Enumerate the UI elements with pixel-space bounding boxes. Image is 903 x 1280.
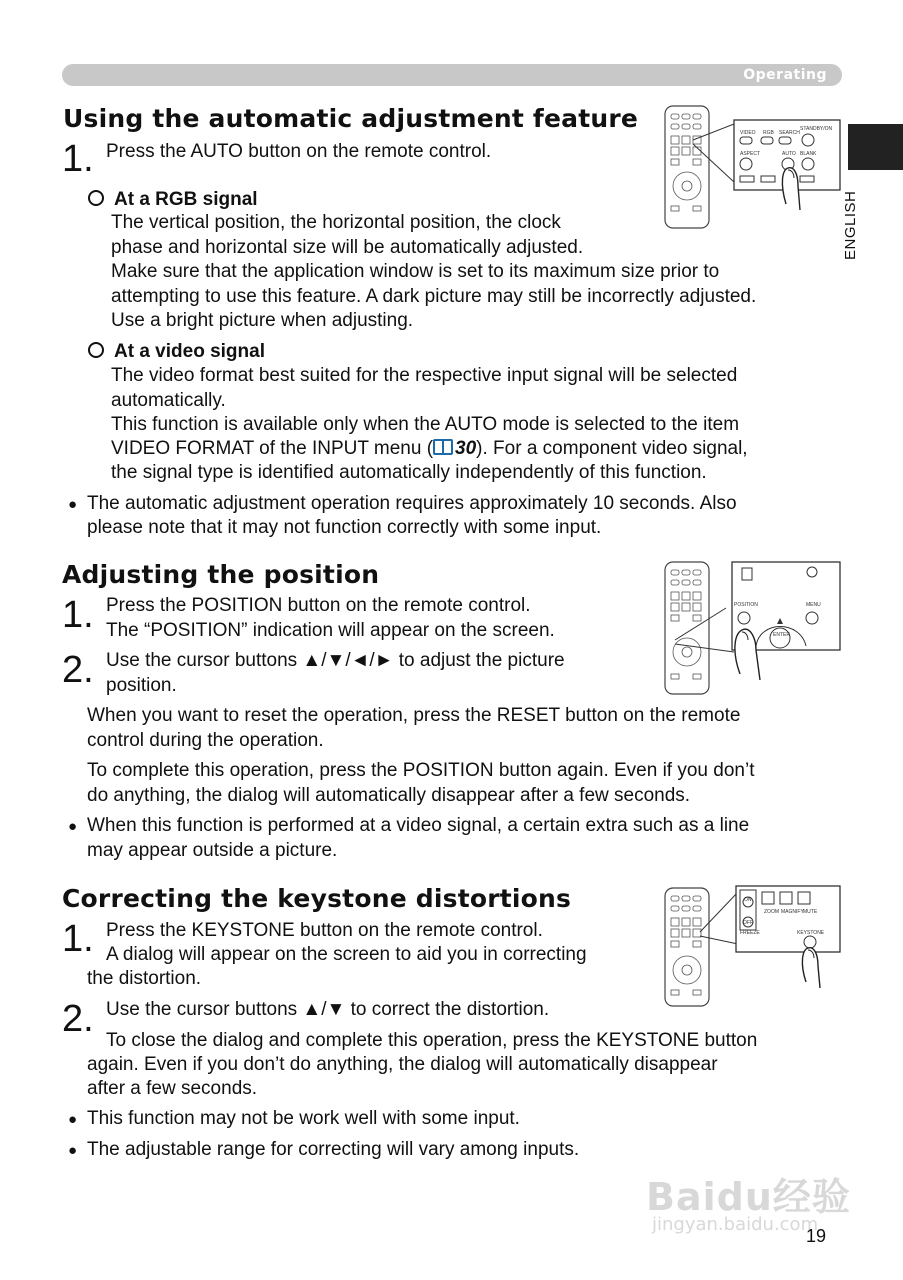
remote-label: AUTO — [782, 151, 796, 157]
step-text: Use the cursor buttons ▲/▼ to correct the distortion. — [106, 999, 550, 1020]
step-text: position. — [106, 675, 177, 696]
para-line: again. Even if you don’t do anything, the dialog will automatically disappear — [87, 1054, 718, 1075]
remote-label: MUTE — [803, 909, 818, 915]
step-number: 1. — [62, 594, 94, 636]
remote-label: ASPECT — [740, 151, 761, 157]
para-line: To close the dialog and complete this operation, press the KEYSTONE button — [106, 1030, 758, 1051]
step-number: 1. — [62, 918, 94, 960]
step-text: Press the AUTO button on the remote control. — [106, 141, 492, 162]
watermark-logo: Baidu经验 — [646, 1175, 851, 1219]
rgb-line: Use a bright picture when adjusting. — [111, 310, 414, 331]
remote-auto-illustration — [660, 104, 846, 230]
rgb-line: phase and horizontal size will be automatically adjusted. — [111, 237, 584, 258]
note-line: When this function is performed at a video signal, a certain extra such as a line — [87, 815, 750, 836]
bullet-icon: ● — [68, 818, 78, 835]
remote-keystone-illustration — [660, 884, 846, 1010]
note-line: The automatic adjustment operation requires approximately 10 seconds. Also — [87, 493, 737, 514]
remote-label: MENU — [806, 602, 821, 608]
remote-label: POSITION — [734, 602, 758, 608]
section-header-label: Operating — [743, 67, 827, 83]
remote-label: ON — [744, 897, 752, 903]
section-title-position: Adjusting the position — [62, 560, 380, 589]
step-number: 2. — [62, 998, 94, 1040]
section-title-keystone: Correcting the keystone distortions — [62, 884, 572, 913]
video-line: VIDEO FORMAT of the INPUT menu ( 30). For a component video signal, — [111, 437, 748, 462]
remote-label: ZOOM — [764, 909, 779, 915]
note-line: This function may not be work well with some input. — [87, 1108, 520, 1129]
subheading-rgb: At a RGB signal — [88, 189, 258, 211]
para-line: control during the operation. — [87, 730, 324, 751]
video-line: The video format best suited for the respective input signal will be selected — [111, 365, 738, 386]
step-text: The “POSITION” indication will appear on the screen. — [106, 620, 555, 641]
rgb-line: Make sure that the application window is set to its maximum size prior to — [111, 261, 720, 282]
page-number: 19 — [806, 1226, 827, 1246]
book-icon — [433, 439, 453, 455]
circle-bullet-icon — [88, 342, 104, 358]
watermark-url: jingyan.baidu.com — [652, 1214, 819, 1235]
rgb-line: The vertical position, the horizontal position, the clock — [111, 212, 561, 233]
step-text: the distortion. — [87, 968, 202, 989]
section-header-bar — [62, 64, 842, 86]
bullet-icon: ● — [68, 496, 78, 513]
note-line: may appear outside a picture. — [87, 840, 338, 861]
para-line: To complete this operation, press the POSITION button again. Even if you don’t — [87, 760, 755, 781]
step-number: 2. — [62, 649, 94, 691]
para-line: When you want to reset the operation, press the RESET button on the remote — [87, 705, 741, 726]
bullet-icon: ● — [68, 1142, 78, 1159]
page-ref[interactable]: 30 — [433, 437, 476, 462]
video-line: the signal type is identified automatically independently of this function. — [111, 462, 707, 483]
remote-label: KEYSTONE — [797, 930, 825, 936]
remote-label: ENTER — [773, 632, 790, 638]
video-line: automatically. — [111, 390, 226, 411]
rgb-line: attempting to use this feature. A dark picture may still be incorrectly adjusted. — [111, 286, 757, 307]
remote-label: MAGNIFY — [781, 909, 804, 915]
bullet-icon: ● — [68, 1111, 78, 1128]
video-line: This function is available only when the AUTO mode is selected to the item — [111, 414, 740, 435]
step-text: Press the POSITION button on the remote control. — [106, 595, 531, 616]
remote-label: FREEZE — [740, 930, 760, 936]
para-line: after a few seconds. — [87, 1078, 258, 1099]
step-text: Press the KEYSTONE button on the remote control. — [106, 920, 543, 941]
para-line: do anything, the dialog will automatically disappear after a few seconds. — [87, 785, 691, 806]
step-text: A dialog will appear on the screen to aid you in correcting — [106, 944, 587, 965]
subheading-video: At a video signal — [88, 341, 265, 363]
step-text: Use the cursor buttons ▲/▼/◄/► to adjust the picture — [106, 650, 565, 671]
language-label: ENGLISH — [842, 190, 859, 260]
circle-bullet-icon — [88, 190, 104, 206]
note-line: The adjustable range for correcting will vary among inputs. — [87, 1139, 580, 1160]
remote-position-illustration — [660, 560, 846, 698]
remote-label: STANDBY/ON — [800, 126, 833, 132]
section-title-auto-adjust: Using the automatic adjustment feature — [63, 104, 639, 133]
remote-label: SEARCH — [779, 130, 800, 136]
remote-label: RGB — [763, 130, 774, 136]
remote-label: BLANK — [800, 151, 817, 157]
remote-label: OFF — [743, 920, 753, 926]
remote-label: VIDEO — [740, 130, 756, 136]
language-tab — [848, 124, 903, 170]
note-line: please note that it may not function correctly with some input. — [87, 517, 602, 538]
step-number: 1. — [62, 138, 94, 180]
